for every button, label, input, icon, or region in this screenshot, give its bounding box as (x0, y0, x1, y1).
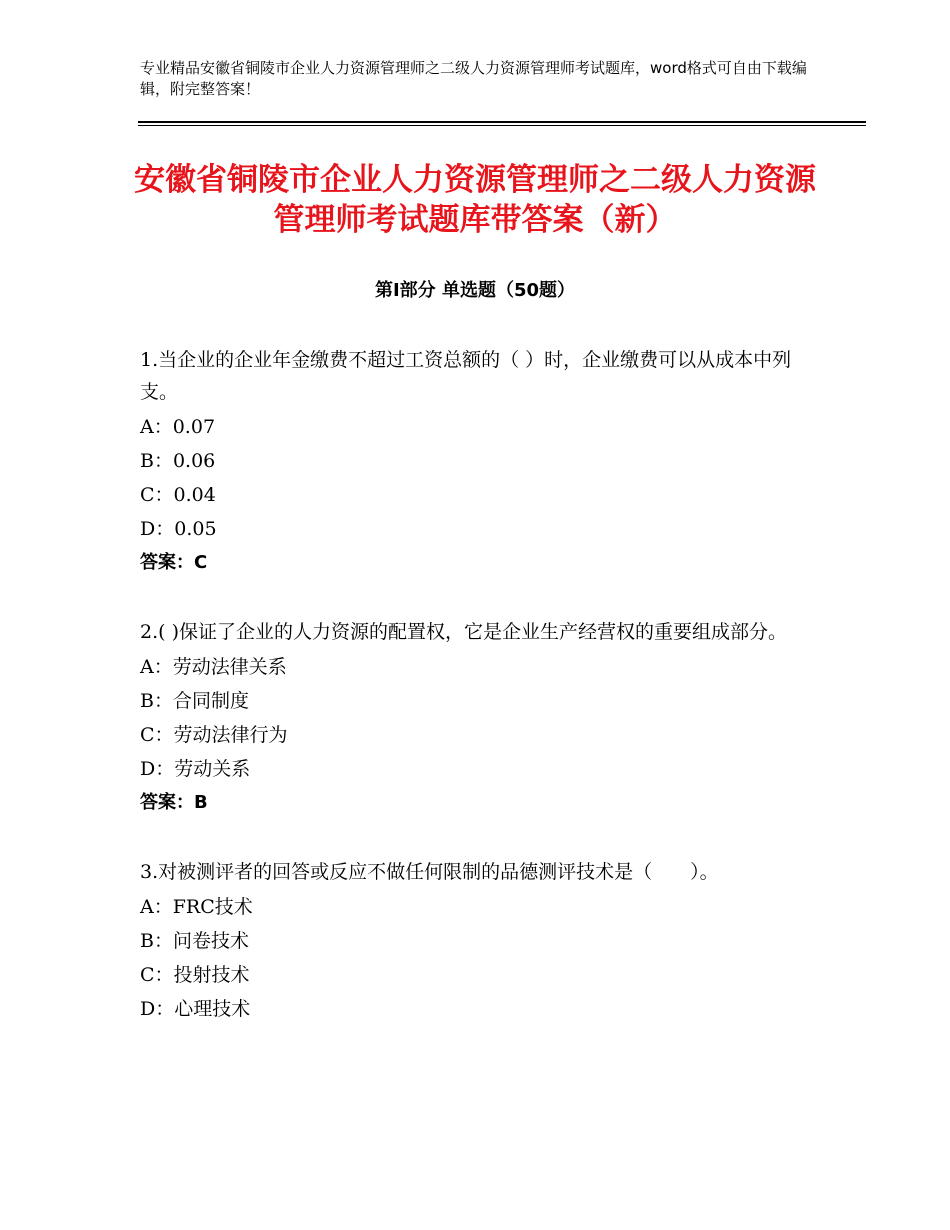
option-d: D：劳动关系 (140, 758, 251, 780)
option-b: B：问卷技术 (140, 930, 249, 952)
option-c: C：投射技术 (140, 964, 250, 986)
option-a: A：FRC技术 (140, 896, 253, 918)
option-d: D：心理技术 (140, 998, 251, 1020)
document-title: 安徽省铜陵市企业人力资源管理师之二级人力资源管理师考试题库带答案（新） (134, 162, 816, 238)
header-note: 专业精品安徽省铜陵市企业人力资源管理师之二级人力资源管理师考试题库，word格式可自由下载编辑，附完整答案！ (140, 59, 807, 98)
question-1 (140, 344, 820, 580)
option-c: C：劳动法律行为 (140, 724, 288, 746)
option-a: A：劳动法律关系 (140, 656, 287, 678)
option-d: D：0.05 (140, 518, 217, 540)
option-b: B：0.06 (140, 450, 216, 472)
option-a: A：0.07 (140, 416, 216, 438)
question-3 (140, 856, 820, 1026)
question-stem: 3.对被测评者的回答或反应不做任何限制的品德测评技术是（ ）。 (140, 861, 719, 883)
section-title: 第Ⅰ部分 单选题（50题） (374, 280, 575, 301)
question-2 (140, 616, 820, 820)
option-b: B：合同制度 (140, 690, 249, 712)
header-rule-thin (138, 125, 866, 126)
question-stem: 1.当企业的企业年金缴费不超过工资总额的（ ）时，企业缴费可以从成本中列支。 (140, 349, 792, 403)
question-stem: 2.( )保证了企业的人力资源的配置权，它是企业生产经营权的重要组成部分。 (140, 621, 787, 643)
answer: 答案：B (140, 792, 208, 813)
header-rule-thick (138, 121, 866, 123)
option-c: C：0.04 (140, 484, 216, 506)
question-list (140, 344, 820, 1062)
answer: 答案：C (140, 552, 208, 573)
